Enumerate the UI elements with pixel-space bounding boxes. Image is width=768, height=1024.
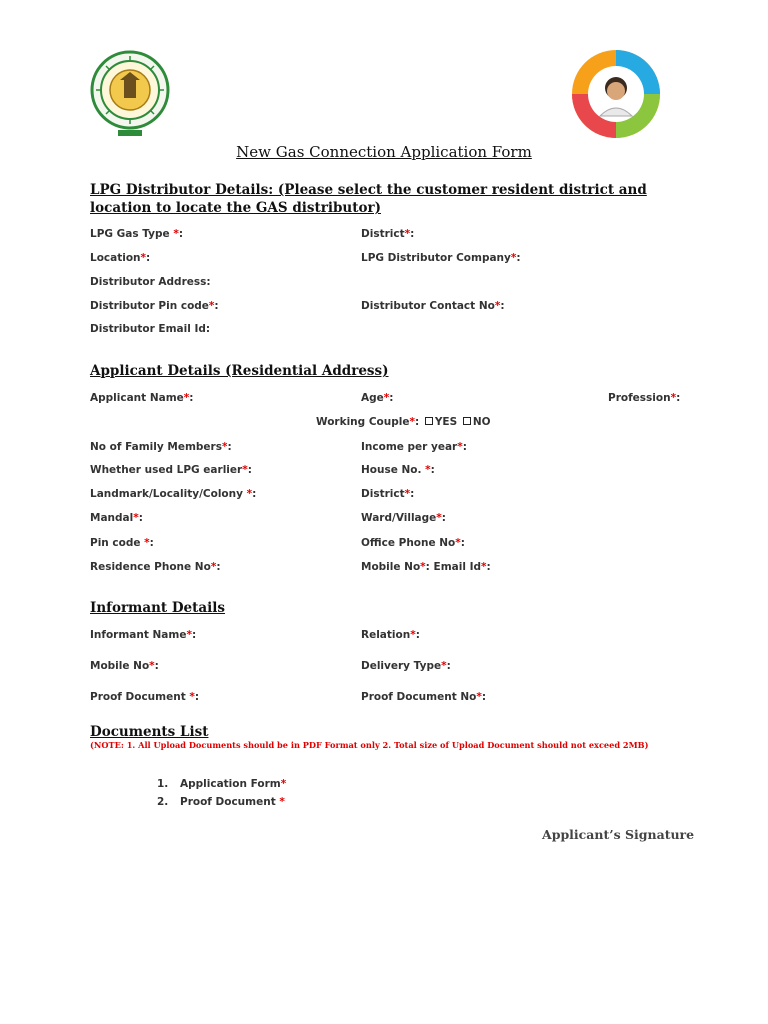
house-no-label: House No. *: [361, 464, 435, 476]
informant-name-label: Informant Name*: [90, 629, 197, 641]
applicant-name-label: Applicant Name*: [90, 392, 194, 404]
working-couple-yes-checkbox[interactable] [425, 417, 433, 425]
family-members-label: No of Family Members*: [90, 441, 232, 453]
office-phone-label: Office Phone No*: [361, 537, 465, 549]
document-item-proof-document: 2. Proof Document * [157, 796, 285, 808]
proof-document-no-label: Proof Document No*: [361, 691, 487, 703]
distributor-pin-code-label: Distributor Pin code*: [90, 300, 219, 312]
scheme-badge-icon [570, 46, 662, 142]
applicant-district-label: District*: [361, 488, 415, 500]
informant-section-heading: Informant Details [90, 600, 225, 616]
landmark-label: Landmark/Locality/Colony *: [90, 488, 257, 500]
location-label: Location*: [90, 252, 151, 264]
profession-label: Profession*: [608, 392, 681, 404]
age-label: Age*: [361, 392, 394, 404]
mandal-label: Mandal*: [90, 512, 143, 524]
working-couple-label: Working Couple*: YES NO [316, 416, 491, 428]
residence-phone-label: Residence Phone No*: [90, 561, 221, 573]
lpg-gas-type-label: LPG Gas Type *: [90, 228, 184, 240]
distributor-address-label: Distributor Address: [90, 276, 211, 288]
distributor-section-heading: LPG Distributor Details: (Please select the customer resident district and location to locate the GAS distributor) [90, 182, 647, 216]
state-emblem-icon [90, 50, 170, 142]
mobile-email-label: Mobile No*: Email Id*: [361, 561, 491, 573]
documents-section-heading: Documents List [90, 724, 209, 740]
distributor-email-label: Distributor Email Id: [90, 323, 211, 335]
document-item-application-form: 1. Application Form* [157, 778, 287, 790]
working-couple-no-checkbox[interactable] [463, 417, 471, 425]
applicant-section-heading: Applicant Details (Residential Address) [90, 363, 389, 379]
ward-village-label: Ward/Village*: [361, 512, 446, 524]
lpg-distributor-company-label: LPG Distributor Company*: [361, 252, 521, 264]
pin-code-label: Pin code *: [90, 537, 154, 549]
distributor-contact-no-label: Distributor Contact No*: [361, 300, 505, 312]
distributor-district-label: District*: [361, 228, 415, 240]
documents-note: (NOTE: 1. All Upload Documents should be in PDF Format only 2. Total size of Upload Document should not exceed 2MB) [90, 740, 649, 750]
used-lpg-label: Whether used LPG earlier*: [90, 464, 252, 476]
page-title: New Gas Connection Application Form [236, 143, 532, 161]
delivery-type-label: Delivery Type*: [361, 660, 451, 672]
relation-label: Relation*: [361, 629, 420, 641]
applicant-signature-label: Applicant’s Signature [542, 827, 695, 842]
proof-document-label: Proof Document *: [90, 691, 200, 703]
income-label: Income per year*: [361, 441, 467, 453]
informant-mobile-label: Mobile No*: [90, 660, 159, 672]
